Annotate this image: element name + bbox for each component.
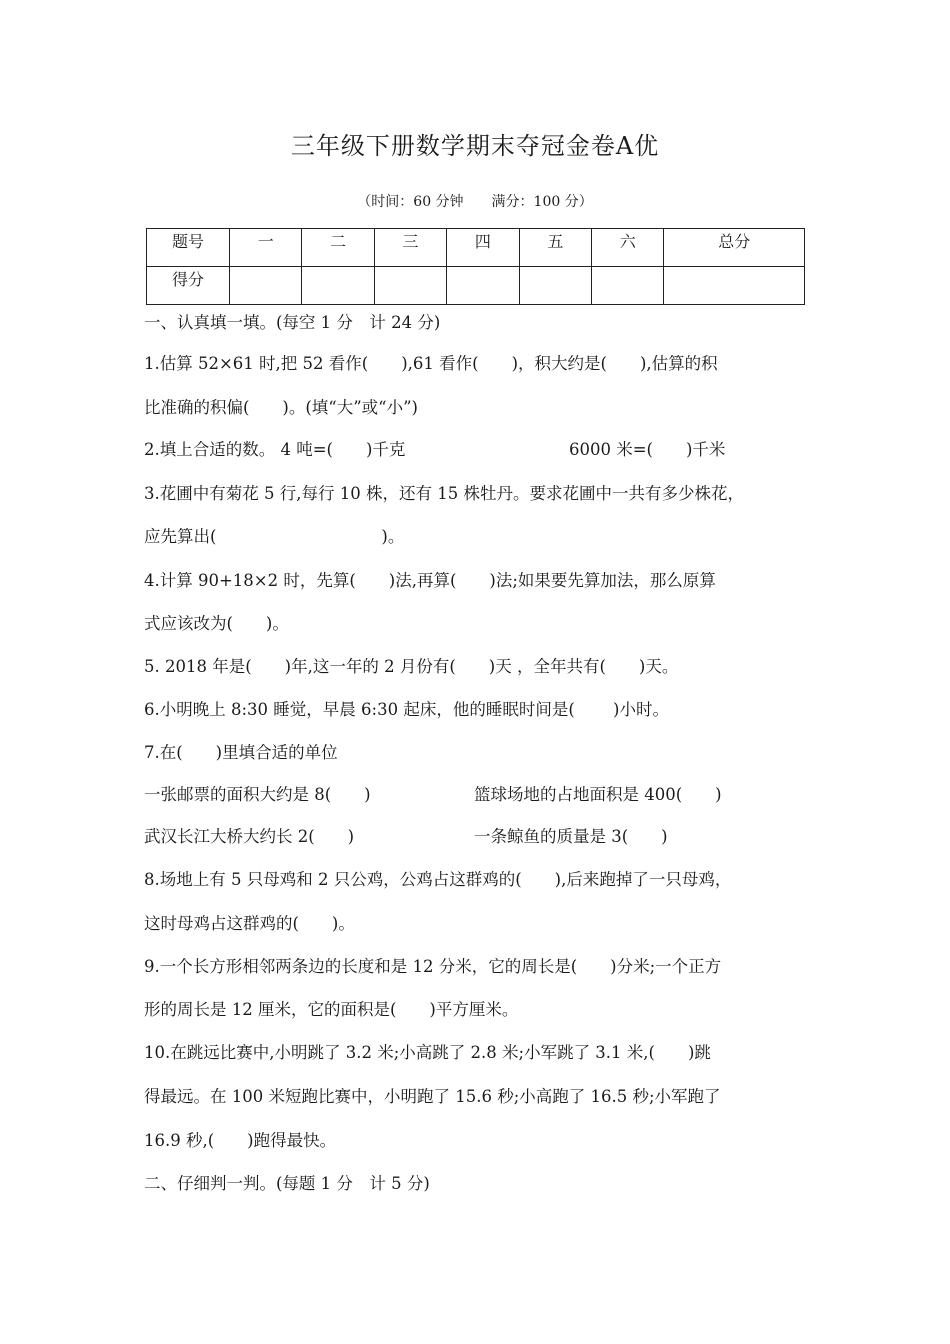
score-table-header: 总分 xyxy=(664,229,805,267)
score-row-label: 得分 xyxy=(147,267,230,305)
score-table-header-row xyxy=(147,229,805,267)
score-cell[interactable] xyxy=(592,267,664,305)
question-7: 7.在( )里填合适的单位 xyxy=(144,743,338,762)
exam-full-score: 满分：100 分） xyxy=(491,194,593,210)
score-table-header: 三 xyxy=(374,229,446,267)
score-cell[interactable] xyxy=(374,267,446,305)
score-table-header: 六 xyxy=(592,229,664,267)
question-1-line-1: 1.估算 52×61 时,把 52 看作( ),61 看作( )，积大约是( ),估算的积 xyxy=(144,354,718,373)
score-cell[interactable] xyxy=(664,267,805,305)
question-4-line-2: 式应该改为( )。 xyxy=(144,614,289,633)
question-5: 5. 2018 年是( )年,这一年的 2 月份有( )天 ，全年共有( )天。 xyxy=(144,657,679,676)
score-table-header: 五 xyxy=(519,229,591,267)
question-8-line-1: 8.场地上有 5 只母鸡和 2 只公鸡，公鸡占这群鸡的( ),后来跑掉了一只母鸡， xyxy=(144,870,732,889)
exam-info xyxy=(0,191,950,211)
page-title: 三年级下册数学期末夺冠金卷A优 xyxy=(290,132,660,160)
question-8-line-2: 这时母鸡占这群鸡的( )。 xyxy=(144,914,355,933)
question-4-line-1: 4.计算 90+18×2 时，先算( )法,再算( )法;如果要先算加法，那么原算 xyxy=(144,571,716,590)
question-9-line-2: 形的周长是 12 厘米，它的面积是( )平方厘米。 xyxy=(144,1000,519,1019)
question-9-line-1: 9.一个长方形相邻两条边的长度和是 12 分米，它的周长是( )分米;一个正方 xyxy=(144,957,722,976)
question-7-item-c: 武汉长江大桥大约长 2( ) xyxy=(144,827,355,846)
question-6: 6.小明晚上 8:30 睡觉，早晨 6:30 起床，他的睡眠时间是( )小时。 xyxy=(144,700,669,719)
question-2-part-b: 6000 米=( )千米 xyxy=(569,440,726,459)
score-table-header: 二 xyxy=(302,229,374,267)
question-7-item-a: 一张邮票的面积大约是 8( ) xyxy=(144,785,371,804)
question-2-part-a: 2.填上合适的数。 4 吨=( )千克 xyxy=(144,440,406,459)
question-7-item-d: 一条鲸鱼的质量是 3( ) xyxy=(474,827,668,846)
score-cell[interactable] xyxy=(230,267,302,305)
question-3-line-2: 应先算出( )。 xyxy=(144,527,405,546)
score-cell[interactable] xyxy=(519,267,591,305)
score-table-row xyxy=(147,267,805,305)
question-1-line-2: 比准确的积偏( )。(填“大”或“小”) xyxy=(144,398,418,417)
question-7-item-b: 篮球场地的占地面积是 400( ) xyxy=(474,785,722,804)
question-10-line-2: 得最远。在 100 米短跑比赛中，小明跑了 15.6 秒;小高跑了 16.5 秒;小军跑了 xyxy=(144,1087,721,1106)
score-table-header: 一 xyxy=(230,229,302,267)
question-10-line-1: 10.在跳远比赛中,小明跳了 3.2 米;小高跳了 2.8 米;小军跳了 3.1 米,( )跳 xyxy=(144,1043,711,1062)
section2-heading: 二、仔细判一判。(每题 1 分 计 5 分) xyxy=(144,1174,430,1193)
question-3-line-1: 3.花圃中有菊花 5 行,每行 10 株，还有 15 株牡丹。要求花圃中一共有多少株花， xyxy=(144,484,744,503)
score-table-header: 四 xyxy=(447,229,519,267)
question-10-line-3: 16.9 秒,( )跑得最快。 xyxy=(144,1131,337,1150)
score-table xyxy=(146,228,805,305)
section1-heading: 一、认真填一填。(每空 1 分 计 24 分) xyxy=(144,313,441,332)
score-cell[interactable] xyxy=(447,267,519,305)
exam-time: （时间：60 分钟 xyxy=(357,194,464,210)
score-cell[interactable] xyxy=(302,267,374,305)
score-table-header: 题号 xyxy=(147,229,230,267)
